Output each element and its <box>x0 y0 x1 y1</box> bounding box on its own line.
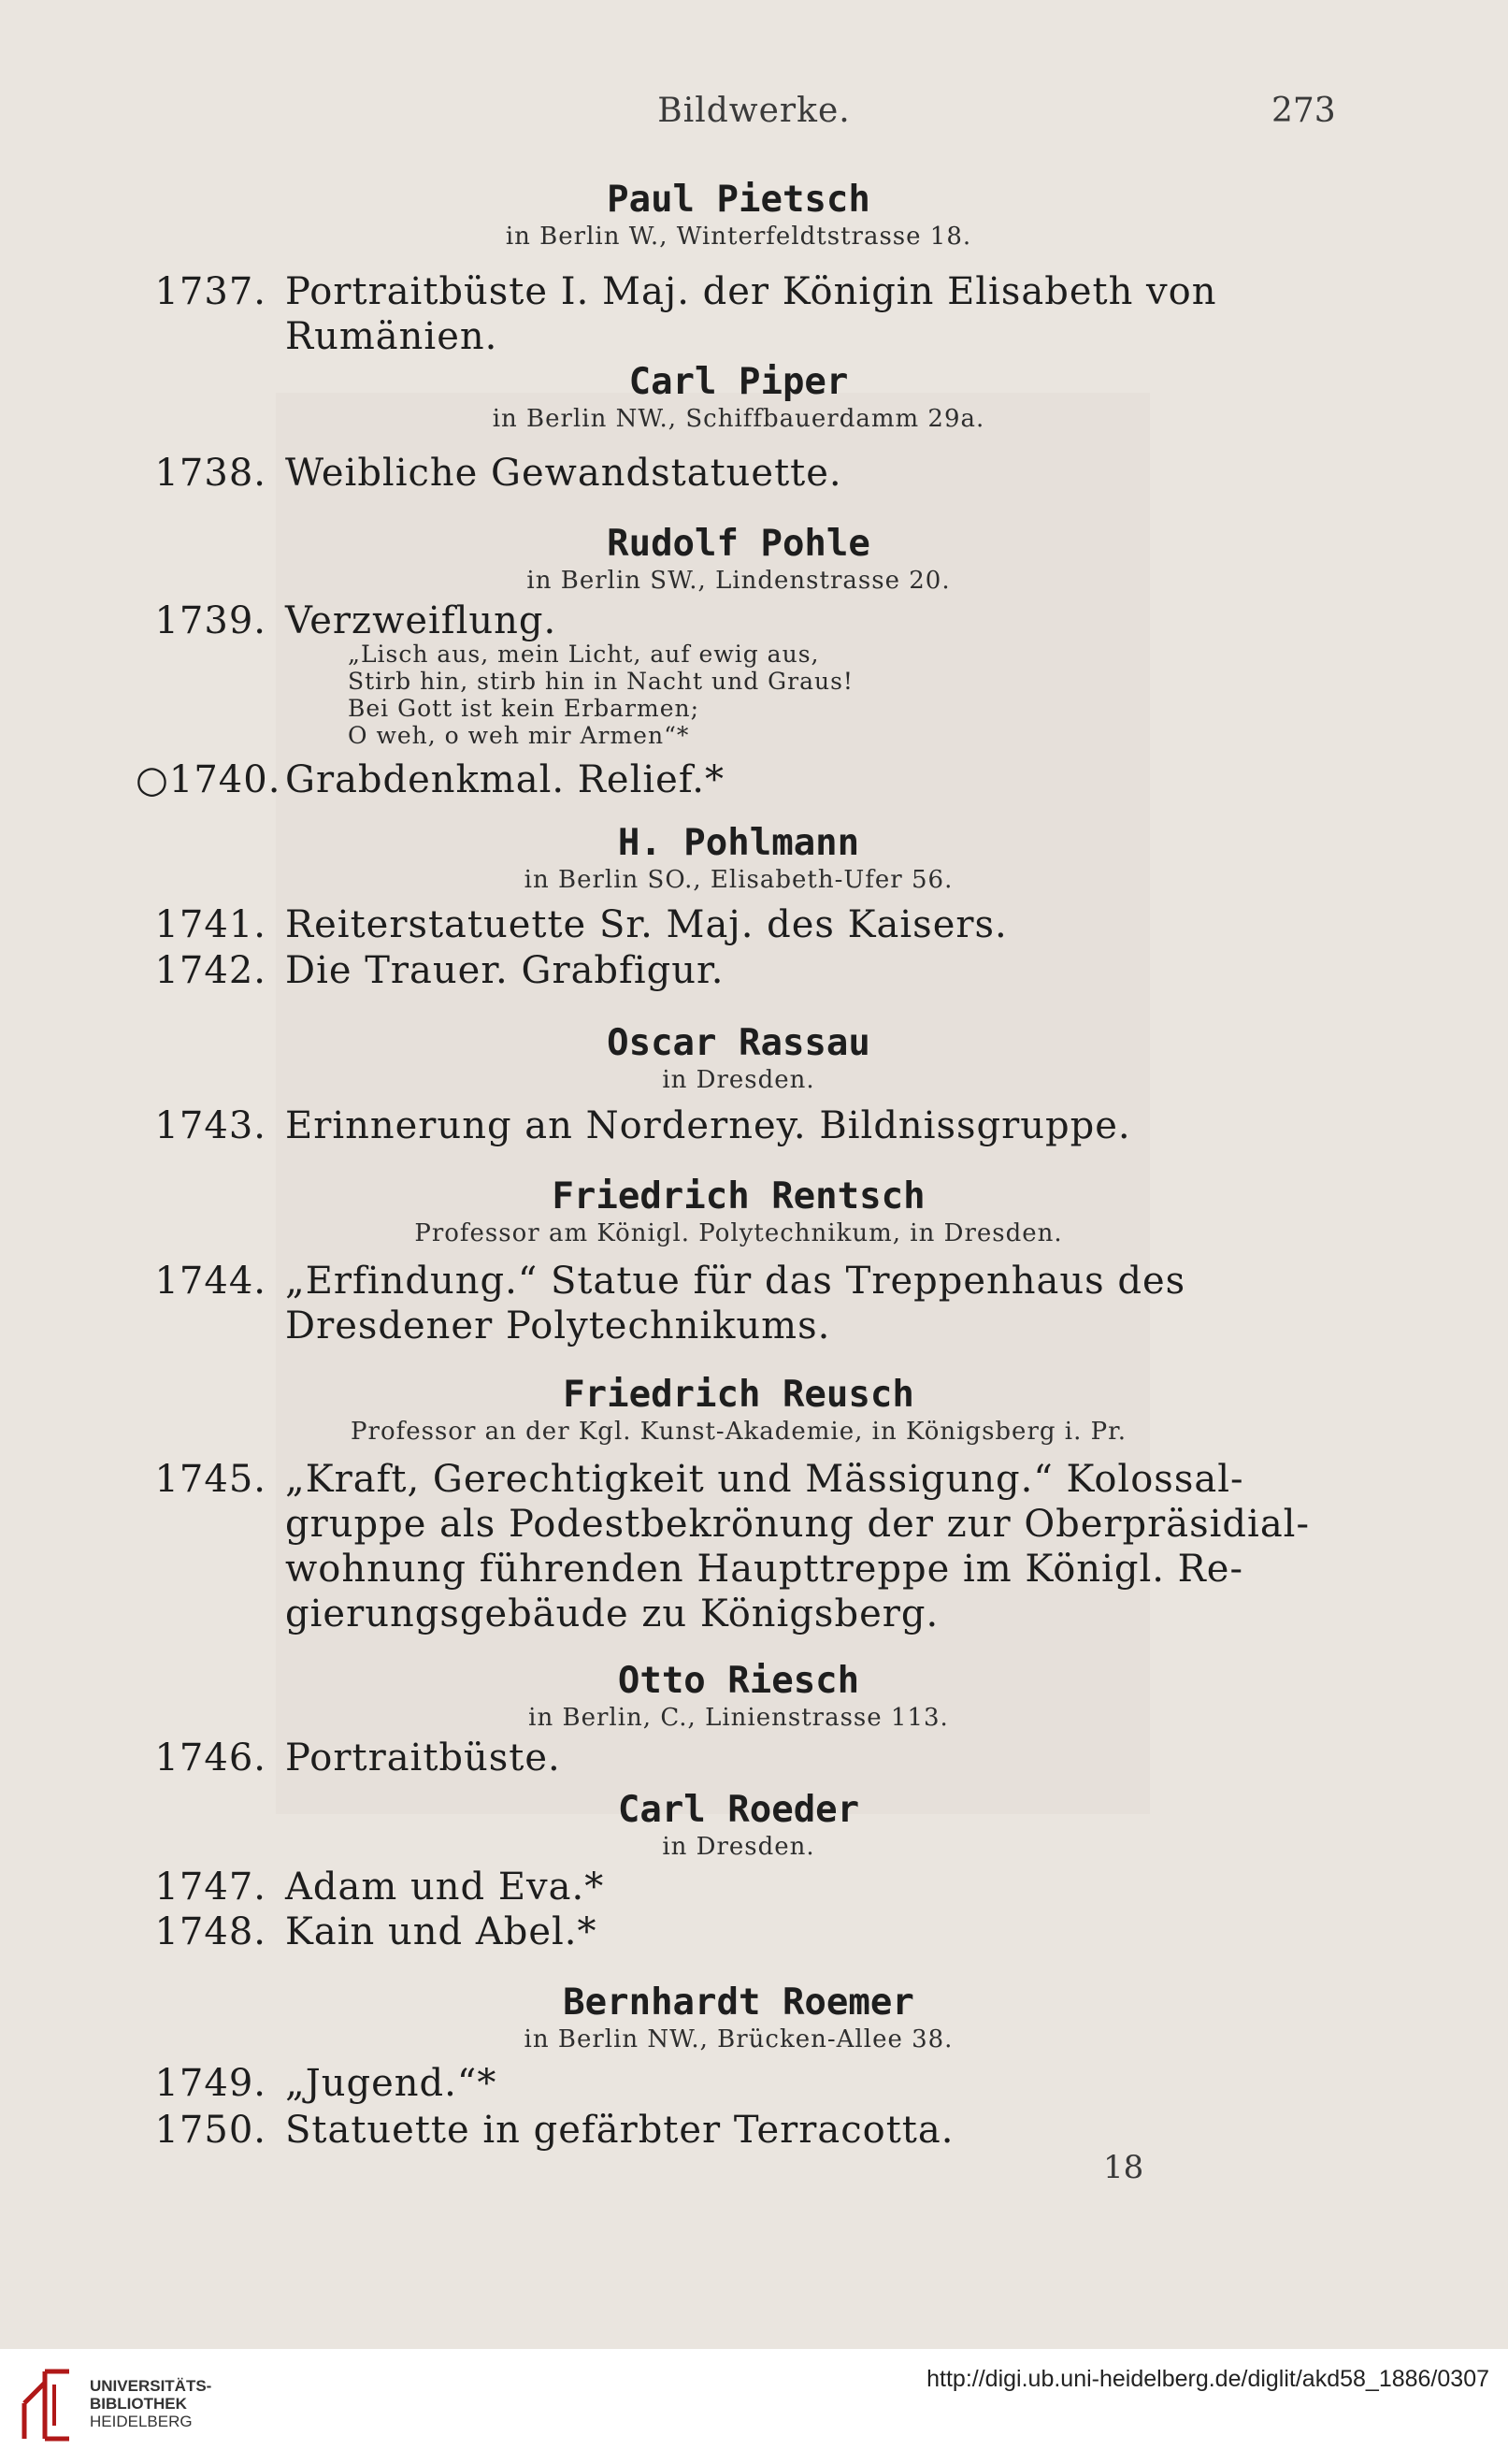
artist-name: Rudolf Pohle <box>607 523 870 565</box>
artist-block <box>0 821 1477 894</box>
poem-line: „Lisch aus, mein Licht, auf ewig aus, <box>348 641 820 668</box>
catalogue-entry <box>136 1865 1332 1909</box>
entry-text: Kain und Abel.* <box>285 1910 597 1953</box>
entry-text-continued: gierungsgebäude zu Königsberg. <box>285 1592 940 1635</box>
artist-name: Paul Pietsch <box>607 179 870 221</box>
entry-text: Die Trauer. Grabfigur. <box>285 949 725 992</box>
artist-address: in Dresden. <box>662 1833 815 1861</box>
entry-text: Grabdenkmal. Relief.* <box>285 758 725 801</box>
entry-number: 1749. <box>154 2062 266 2105</box>
entry-number: ○1740. <box>136 758 281 801</box>
catalogue-entry <box>136 1103 1332 1148</box>
entry-text: Reiterstatuette Sr. Maj. des Kaisers. <box>285 903 1008 946</box>
entry-text: „Kraft, Gerechtigkeit und Mässigung.“ Kolossal- <box>285 1458 1244 1501</box>
artist-address: Professor an der Kgl. Kunst-Akademie, in Königsberg i. Pr. <box>351 1418 1127 1446</box>
artist-address: in Berlin SO., Elisabeth-Ufer 56. <box>524 866 954 894</box>
library-logo-icon[interactable] <box>17 2366 82 2446</box>
entry-number: 1738. <box>154 452 266 495</box>
catalogue-entry <box>136 451 1332 496</box>
poem-line: Bei Gott ist kein Erbarmen; <box>348 695 700 722</box>
entry-number: 1746. <box>154 1736 266 1780</box>
page-header-title: Bildwerke. <box>657 92 851 130</box>
entry-text-continued: Dresdener Polytechnikums. <box>285 1304 831 1347</box>
entry-number: 1750. <box>154 2109 266 2152</box>
entry-text: Portraitbüste I. Maj. der Königin Elisabeth von <box>285 270 1217 313</box>
catalogue-entry <box>136 2108 1332 2153</box>
artist-address: in Berlin NW., Brücken-Allee 38. <box>524 2025 954 2053</box>
entry-text: „Jugend.“* <box>285 2062 497 2105</box>
catalogue-entry <box>136 1909 1332 1954</box>
permalink-url[interactable]: http://digi.ub.uni-heidelberg.de/diglit/akd58_1886/0307 <box>926 2366 1489 2392</box>
artist-block <box>0 178 1477 251</box>
artist-name: Friedrich Reusch <box>563 1374 914 1416</box>
library-name-line: HEIDELBERG <box>90 2413 193 2430</box>
entry-number: 1741. <box>154 903 266 946</box>
entry-text: „Erfindung.“ Statue für das Treppenhaus des <box>285 1260 1186 1303</box>
catalogue-entry <box>136 757 1332 802</box>
entry-number: 1745. <box>154 1458 266 1501</box>
library-name <box>90 2377 211 2430</box>
entry-number: 1739. <box>154 599 266 642</box>
entry-number: 1748. <box>154 1910 266 1953</box>
catalogue-entry <box>136 269 1332 359</box>
entry-number: 1743. <box>154 1104 266 1147</box>
catalogue-entry <box>136 948 1332 993</box>
entry-text-continued: gruppe als Podestbekrönung der zur Oberpräsidial- <box>285 1503 1310 1546</box>
artist-address: in Berlin W., Winterfeldtstrasse 18. <box>505 223 972 251</box>
artist-address: in Berlin SW., Lindenstrasse 20. <box>526 567 951 595</box>
entry-text: Portraitbüste. <box>285 1736 561 1780</box>
viewer-footer <box>0 2349 1508 2464</box>
library-name-line: BIBLIOTHEK <box>90 2395 187 2413</box>
artist-name: Carl Roeder <box>617 1789 860 1831</box>
artist-address: in Berlin NW., Schiffbauerdamm 29a. <box>492 405 985 433</box>
entry-number: 1737. <box>154 270 266 313</box>
artist-address: in Berlin, C., Linienstrasse 113. <box>528 1704 949 1732</box>
poem-quote <box>348 641 854 749</box>
artist-block <box>0 1373 1477 1446</box>
artist-name: Carl Piper <box>628 361 849 403</box>
entry-text: Adam und Eva.* <box>285 1866 605 1909</box>
poem-line: Stirb hin, stirb hin in Nacht und Graus! <box>348 668 854 695</box>
entry-text-continued: Rumänien. <box>285 315 498 358</box>
entry-number: 1742. <box>154 949 266 992</box>
artist-name: Friedrich Rentsch <box>552 1175 926 1218</box>
catalogue-entry <box>136 902 1332 947</box>
catalogue-entry <box>136 1736 1332 1780</box>
artist-address: Professor am Königl. Polytechnikum, in Dresden. <box>414 1219 1063 1247</box>
page-number: 273 <box>1271 92 1336 130</box>
entry-text: Weibliche Gewandstatuette. <box>285 452 842 495</box>
artist-name: H. Pohlmann <box>617 822 860 864</box>
artist-name: Bernhardt Roemer <box>563 1981 914 2024</box>
artist-name: Oscar Rassau <box>607 1022 870 1064</box>
catalogue-entry <box>136 598 1332 643</box>
artist-block <box>0 1981 1477 2053</box>
signature-mark: 18 <box>1103 2149 1144 2186</box>
library-name-line: UNIVERSITÄTS- <box>90 2377 212 2395</box>
entry-text-continued: wohnung führenden Haupttreppe im Königl. Re- <box>285 1548 1243 1591</box>
artist-block <box>0 1021 1477 1094</box>
artist-name: Otto Riesch <box>617 1660 860 1702</box>
entry-text: Verzweiflung. <box>285 599 557 642</box>
artist-block <box>0 1659 1477 1732</box>
entry-text: Statuette in gefärbter Terracotta. <box>285 2109 955 2152</box>
artist-address: in Dresden. <box>662 1066 815 1094</box>
catalogue-entry <box>136 1457 1332 1636</box>
artist-block <box>0 522 1477 595</box>
artist-block <box>0 360 1477 433</box>
entry-number: 1744. <box>154 1260 266 1303</box>
entry-number: 1747. <box>154 1866 266 1909</box>
entry-text: Erinnerung an Norderney. Bildnissgruppe. <box>285 1104 1131 1147</box>
artist-block <box>0 1788 1477 1861</box>
artist-block <box>0 1174 1477 1247</box>
catalogue-entry <box>136 1259 1332 1348</box>
catalogue-entry <box>136 2061 1332 2106</box>
poem-line: O weh, o weh mir Armen“* <box>348 722 690 749</box>
